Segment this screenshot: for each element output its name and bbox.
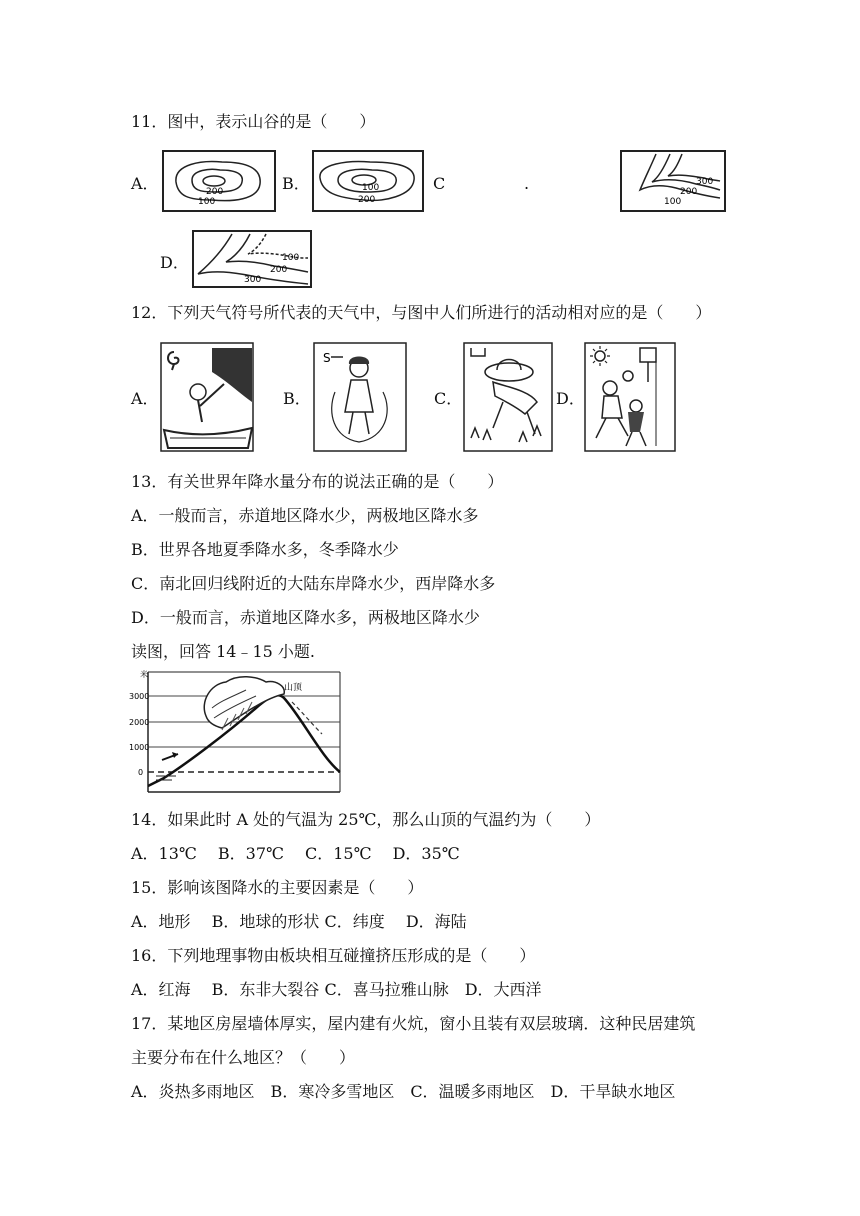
section-intro: 读图，回答 14﹣15 小题. [131,642,315,661]
q11-a-label-100: 100 [198,197,216,207]
q16-stem: 16．下列地理事物由板块相互碰撞挤压形成的是（ ） [131,946,536,965]
q11-option-c-label: C [433,174,446,193]
q11-c-label-300: 300 [696,177,714,187]
q12-option-a-label: A． [131,389,159,408]
q13-option-b: B．世界各地夏季降水多，冬季降水少 [131,540,399,559]
q11-a-label-200: 200 [206,187,224,197]
q16-options: A．红海 B．东非大裂谷 C．喜马拉雅山脉 D．大西洋 [131,980,542,999]
q11-d-label-300: 300 [244,275,262,285]
q11-c-label-100: 100 [664,197,682,207]
q17-options: A．炎热多雨地区 B．寒冷多雪地区 C．温暖多雨地区 D．干旱缺水地区 [131,1082,676,1101]
q17-stem-line1: 17．某地区房屋墙体厚实，屋内建有火炕，窗小且装有双层玻璃．这种民居建筑 [131,1014,696,1033]
q15-options: A．地形 B．地球的形状 C．纬度 D．海陆 [131,912,467,931]
q11-d-label-100: 100 [282,253,300,263]
q11-option-b-label: B． [282,174,310,193]
q11-option-d-label: D． [160,253,189,272]
q15-stem: 15．影响该图降水的主要因素是（ ） [131,878,424,897]
q12-b-weather-symbol: S [323,351,331,365]
q11-contour-map-c [620,150,726,212]
q12-picture-c-farming [463,342,553,452]
q13-stem: 13．有关世界年降水量分布的说法正确的是（ ） [131,472,504,491]
q12-picture-b-jump-rope [313,342,407,452]
q11-b-label-100: 100 [362,183,380,193]
q11-contour-map-a [162,150,276,212]
q11-contour-map-b [312,150,424,212]
q12-stem: 12．下列天气符号所代表的天气中，与图中人们所进行的活动相对应的是（ ） [131,303,712,322]
q13-option-d: D．一般而言，赤道地区降水多，两极地区降水少 [131,608,480,627]
profile-unit: 米 [140,670,148,679]
q13-option-c: C．南北回归线附近的大陆东岸降水少，西岸降水多 [131,574,496,593]
q11-c-label-200: 200 [680,187,698,197]
q12-picture-a-typhoon [160,342,254,452]
q11-option-a-label: A． [131,174,159,193]
q12-option-b-label: B． [283,389,311,408]
profile-ytick-1000: 1000 [129,743,150,752]
q11-b-label-200: 200 [358,195,376,205]
q12-picture-d-basketball [584,342,676,452]
q17-stem-line2: 主要分布在什么地区？（ ） [131,1048,356,1067]
mountain-profile-diagram [126,668,348,802]
profile-ytick-3000: 3000 [129,692,150,701]
q14-stem: 14．如果此时 A 处的气温为 25℃，那么山顶的气温约为（ ） [131,810,601,829]
q11-d-label-200: 200 [270,265,288,275]
q13-option-a: A．一般而言，赤道地区降水少，两极地区降水多 [131,506,479,525]
q14-options: A．13℃ B．37℃ C．15℃ D．35℃ [131,844,460,863]
profile-ytick-2000: 2000 [129,718,150,727]
q11-contour-map-d [192,230,312,288]
profile-peak-label: 山顶 [284,683,303,693]
profile-ytick-0: 0 [138,768,144,777]
q11-stem: 11．图中，表示山谷的是（ ） [131,112,376,131]
q11-option-c-dot: . [524,174,530,193]
q12-option-d-label: D． [556,389,585,408]
q12-option-c-label: C． [434,389,463,408]
